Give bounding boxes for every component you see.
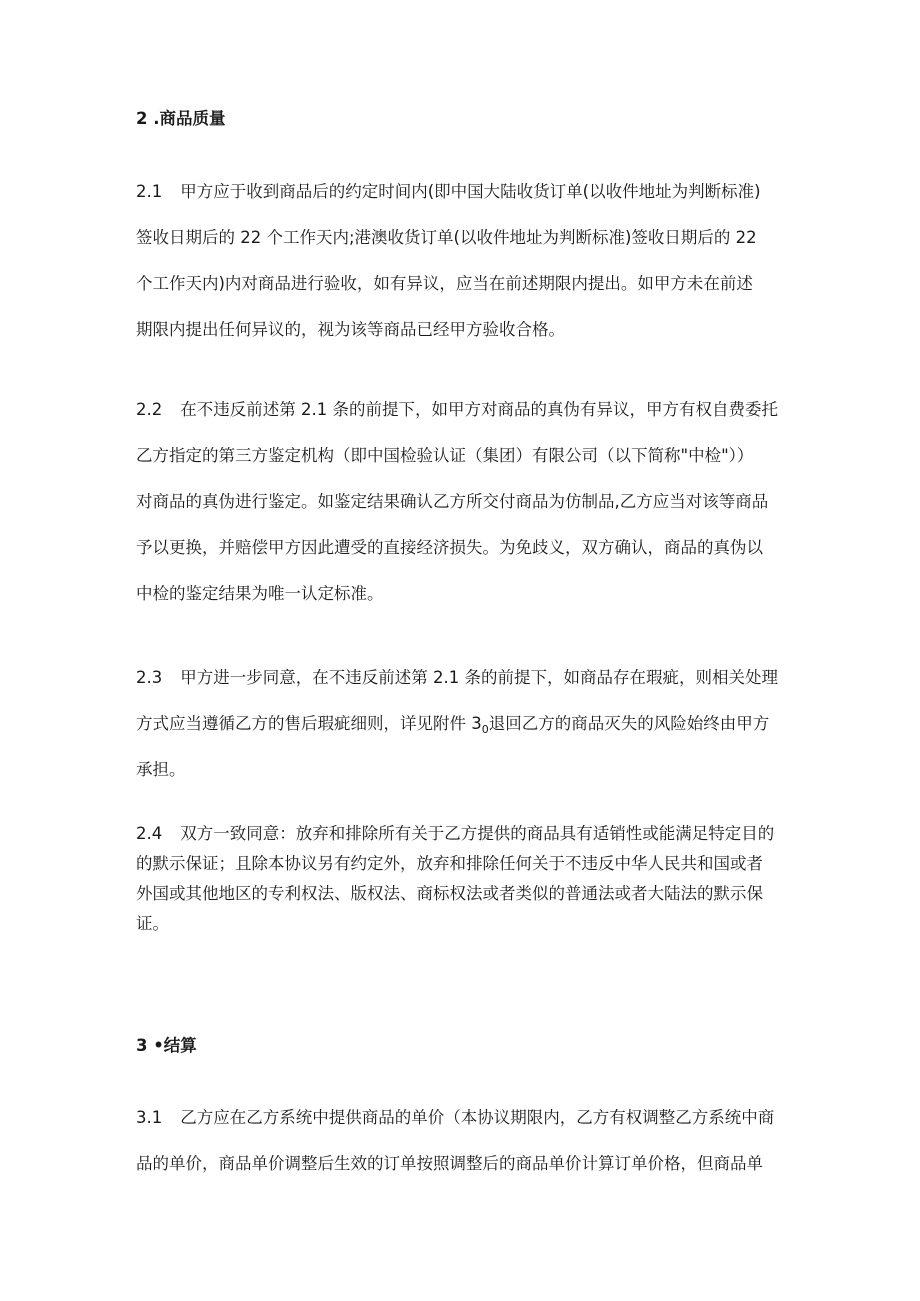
- section-heading-settlement: 3 •结算: [136, 1036, 197, 1055]
- subscript: 0: [481, 723, 489, 736]
- clause-line: 方式应当遵循乙方的售后瑕疵细则，详见附件 $3_0$退回乙方的商品灭失的风险始终由甲方: [136, 714, 770, 736]
- clause-line: 签收日期后的 22 个工作天内;港澳收货订单(以收件地址为判断标准)签收日期后的 22: [136, 228, 757, 247]
- clause-number: 2.2: [136, 400, 163, 419]
- clause-line: 2.3 甲方进一步同意，在不违反前述第 2.1 条的前提下，如商品存在瑕疵，则相关处理: [136, 666, 786, 690]
- clause-line: 承担。: [136, 760, 186, 779]
- clause-line: 中检的鉴定结果为唯一认定标准。: [136, 584, 384, 603]
- clause-number: 3.1: [136, 1108, 163, 1127]
- clause-number: 2.4: [136, 824, 163, 843]
- clause-number: 2.3: [136, 668, 163, 687]
- clause-line: 证。: [136, 914, 169, 933]
- clause-line: 期限内提出任何异议的，视为该等商品已经甲方验收合格。: [136, 320, 565, 339]
- clause-2-2: [136, 398, 786, 606]
- clause-line: 予以更换，并赔偿甲方因此遭受的直接经济损失。为免歧义，双方确认，商品的真伪以: [136, 538, 763, 557]
- clause-2-4: [136, 822, 786, 936]
- clause-line: 2.4 双方一致同意：放弃和排除所有关于乙方提供的商品具有适销性或能满足特定目的: [136, 822, 786, 846]
- clause-line: 外国或其他地区的专利权法、版权法、商标权法或者类似的普通法或者大陆法的默示保: [136, 884, 763, 903]
- clause-line: 品的单价，商品单价调整后生效的订单按照调整后的商品单价计算订单价格，但商品单: [136, 1154, 763, 1173]
- clause-line: 2.1 甲方应于收到商品后的约定时间内(即中国大陆收货订单(以收件地址为判断标准): [136, 180, 786, 204]
- clause-line: 对商品的真伪进行鉴定。如鉴定结果确认乙方所交付商品为仿制品,乙方应当对该等商品: [136, 492, 769, 511]
- clause-3-1: [136, 1106, 786, 1176]
- clause-2-3: [136, 666, 786, 782]
- clause-number: 2.1: [136, 182, 163, 201]
- clause-line: 乙方指定的第三方鉴定机构（即中国检验认证（集团）有限公司（以下简称"中检"））: [136, 446, 754, 465]
- clause-2-1: [136, 180, 786, 342]
- clause-line: 的默示保证；且除本协议另有约定外，放弃和排除任何关于不违反中华人民共和国或者: [136, 854, 763, 873]
- clause-line: 2.2 在不违反前述第 2.1 条的前提下，如甲方对商品的真伪有异议，甲方有权自费委托: [136, 398, 786, 422]
- clause-line: 个工作天内)内对商品进行验收，如有异议，应当在前述期限内提出。如甲方未在前述: [136, 274, 753, 293]
- clause-line: 3.1 乙方应在乙方系统中提供商品的单价（本协议期限内，乙方有权调整乙方系统中商: [136, 1106, 786, 1130]
- section-heading-quality: 2 .商品质量: [136, 109, 226, 128]
